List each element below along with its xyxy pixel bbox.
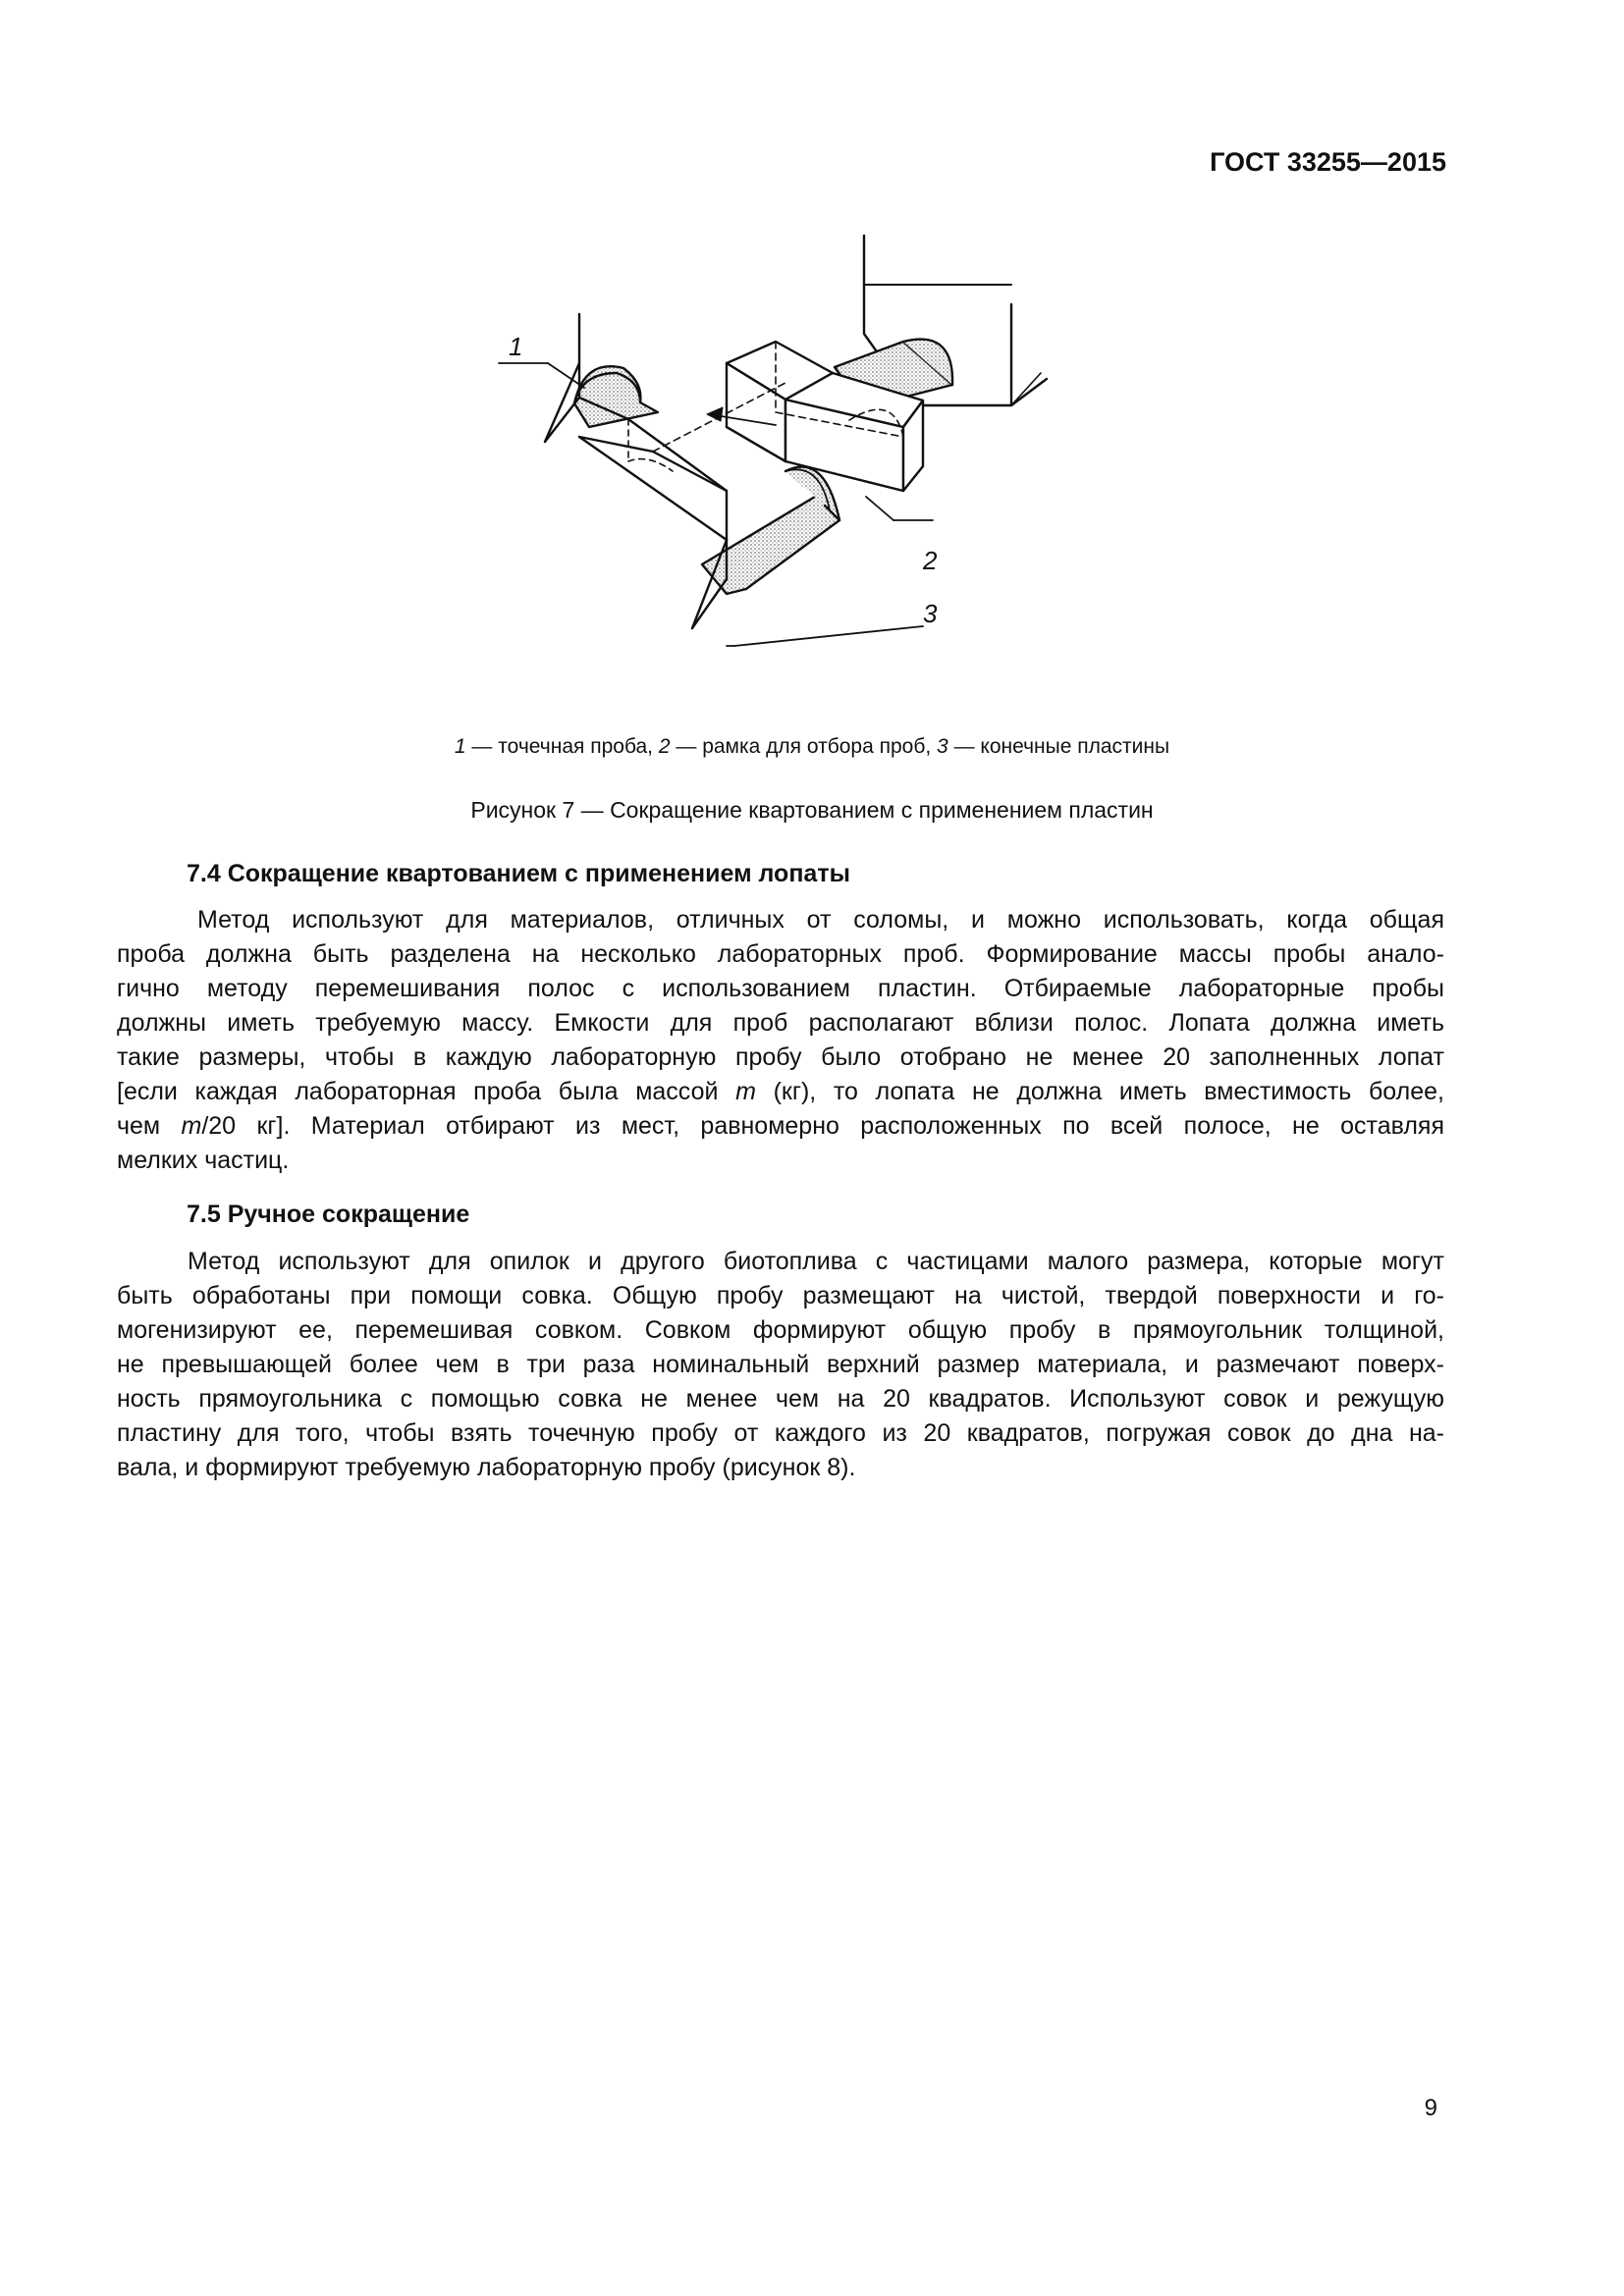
section-7-5-title: 7.5 Ручное сокращение [187, 1201, 470, 1228]
document-header: ГОСТ 33255—2015 [1210, 147, 1446, 177]
callout-2: 2 [923, 546, 938, 575]
page-number: 9 [1424, 2095, 1437, 2121]
callout-3: 3 [923, 599, 938, 628]
callout-1: 1 [509, 332, 523, 361]
point-sample [574, 366, 658, 427]
sample-band-front [702, 467, 839, 594]
section-7-5-body: Метод используют для опилок и другого биотоплива с частицами малого размера, которые могут быть обработаны при помощи совка. Общую пробу размещают на чистой, твердой поверхности и го- могенизируют ее, перемешивая совком. Совком формируют общую пробу в прямоугольник толщиной, не превышающей более чем в три раза номинальный верхний размер материала, и размечают поверх- ность прямоугольника с помощью совка не менее чем на 20 квадратов. Используют совок и режущую пластину для того, чтобы взять точечную пробу от каждого из 20 квадратов, погружая совок до дна на- вала, и формируют требуемую лабораторную пробу (рисунок 8). [117, 1248, 1444, 1481]
figure-caption: Рисунок 7 — Сокращение квартованием с применением пластин [470, 797, 1154, 823]
section-7-4-body: Метод используют для материалов, отличных от соломы, и можно использовать, когда общая проба должна быть разделена на несколько лабораторных проб. Формирование массы пробы анало- гично методу перемешивания полос с использованием пластин. Отбираемые лабораторные пробы должны иметь требуемую массу. Емкости для проб располагают вблизи полос. Лопата должна иметь такие размеры, чтобы в каждую лабораторную пробу было отобрано не менее 20 заполненных лопат [если каждая лабораторная проба была массой m (кг), то лопата не должна иметь вместимость более, чем m/20 кг]. Материал отбирают из мест, равномерно расположенных по всей полосе, не оставляя мелких частиц. [117, 906, 1444, 1174]
section-7-4-title: 7.4 Сокращение квартованием с применением лопаты [187, 860, 850, 887]
figure-legend: 1 — точечная проба, 2 — рамка для отбора проб, 3 — конечные пластины [454, 735, 1170, 758]
figure-7-diagram [491, 226, 1080, 697]
